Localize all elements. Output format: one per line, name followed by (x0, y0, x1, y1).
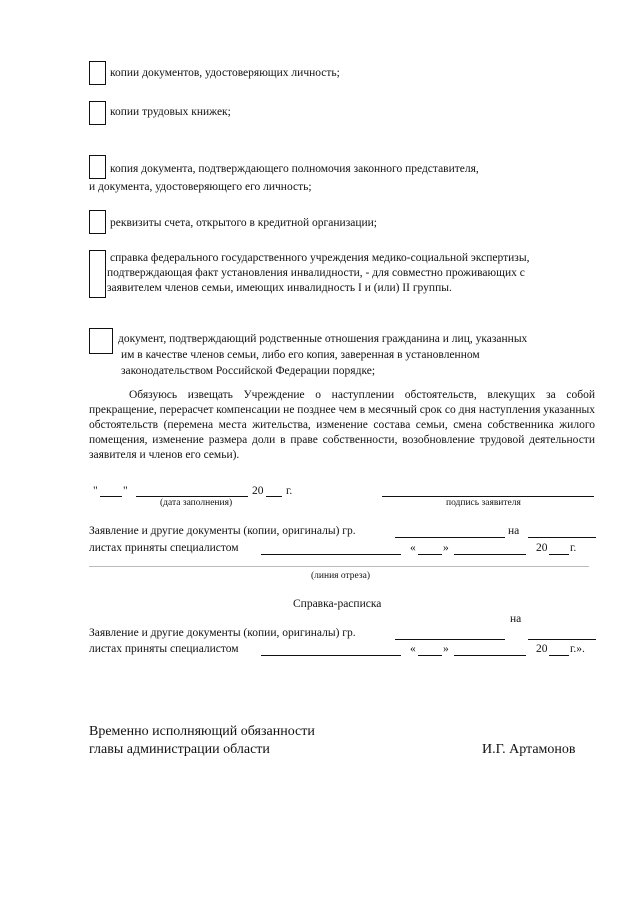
receipt-on-text: на (508, 525, 520, 537)
checkbox-kinship-document[interactable] (89, 328, 113, 354)
checklist-item-5-line3: заявителем членов семьи, имеющих инвалидность I и (или) II группы. (107, 282, 452, 294)
checkbox-bank-details[interactable] (89, 210, 106, 234)
receipt2-line2-text: листах приняты специалистом (89, 643, 239, 655)
cut-line-caption: (линия отреза) (311, 571, 371, 581)
date-caption: (дата заполнения) (160, 498, 233, 508)
receipt-close-quote: » (443, 542, 449, 554)
checklist-item-3-line1: копия документа, подтверждающего полномочия законного представителя, (110, 163, 479, 175)
day-field[interactable] (100, 496, 122, 497)
checkbox-passport-copies[interactable] (89, 61, 106, 85)
cut-line (89, 566, 589, 567)
receipt-open-quote: « (410, 542, 416, 554)
date-year-suffix: г. (286, 485, 293, 497)
receipt2-year-suffix: г.». (570, 643, 585, 655)
checkbox-disability-certificate[interactable] (89, 250, 106, 298)
checklist-item-6-line2: им в качестве членов семьи, либо его копия, заверенная в установленном (121, 349, 480, 361)
receipt2-close-quote: » (443, 643, 449, 655)
receipt-line2-text: листах приняты специалистом (89, 542, 239, 554)
receipt2-day-field[interactable] (418, 655, 442, 656)
checklist-item-5-line2: подтверждающая факт установления инвалидности, - для совместно проживающих с (107, 267, 525, 279)
checklist-item-6-line1: документ, подтверждающий родственные отношения гражданина и лиц, указанных (118, 333, 528, 345)
obligation-paragraph: Обязуюсь извещать Учреждение о наступлении обстоятельств, влекущих за собой прекращение, перерасчет компенсации не позднее чем в месячный срок со дня наступления указанных обстоятельств (перемена места жительства, изменение состава семьи, смена собственника жилого помещения, изменение размера доли в праве собственности, возобновление трудовой деятельности заявителя и членов его семьи). (89, 389, 595, 461)
sheet-count-field[interactable] (528, 537, 596, 538)
receipt-line1-text: Заявление и другие документы (копии, оригиналы) гр. (89, 525, 356, 537)
checklist-item-1-text: копии документов, удостоверяющих личность; (110, 67, 340, 79)
receipt-year-prefix: 20 (536, 542, 548, 554)
checklist-item-6-line3: законодательством Российской Федерации порядке; (121, 365, 376, 377)
checklist-item-4-text: реквизиты счета, открытого в кредитной организации; (110, 217, 377, 229)
receipt2-specialist-field[interactable] (261, 655, 401, 656)
date-open-quote: " (93, 485, 98, 497)
signatory-name: И.Г. Артамонов (482, 742, 576, 757)
receipt-year-suffix: г. (570, 542, 577, 554)
checkbox-representative-document[interactable] (89, 155, 106, 179)
receipt2-sheet-count-field[interactable] (528, 639, 596, 640)
checklist-item-3-line2: и документа, удостоверяющего его личность; (89, 181, 312, 193)
receipt-year-field[interactable] (549, 554, 569, 555)
year-field[interactable] (266, 496, 282, 497)
receipt-title: Справка-расписка (293, 598, 382, 610)
receipt-day-field[interactable] (418, 554, 442, 555)
receipt2-citizen-name-field[interactable] (395, 639, 505, 640)
signatory-position-line1: Временно исполняющий обязанности (89, 724, 315, 739)
specialist-field[interactable] (261, 554, 401, 555)
signature-caption: подпись заявителя (446, 498, 521, 508)
receipt2-line1-text: Заявление и другие документы (копии, оригиналы) гр. (89, 627, 356, 639)
date-close-quote: " (123, 485, 128, 497)
receipt2-month-field[interactable] (454, 655, 526, 656)
citizen-name-field[interactable] (395, 537, 505, 538)
receipt2-year-prefix: 20 (536, 643, 548, 655)
receipt2-open-quote: « (410, 643, 416, 655)
checklist-item-5-line1: справка федерального государственного учреждения медико-социальной экспертизы, (110, 252, 530, 264)
receipt-month-field[interactable] (454, 554, 526, 555)
checklist-item-2-text: копии трудовых книжек; (110, 106, 231, 118)
date-year-prefix: 20 (252, 485, 264, 497)
signatory-position-line2: главы администрации области (89, 742, 270, 757)
receipt2-year-field[interactable] (549, 655, 569, 656)
checkbox-work-books[interactable] (89, 101, 106, 125)
receipt2-on-text: на (510, 613, 522, 625)
